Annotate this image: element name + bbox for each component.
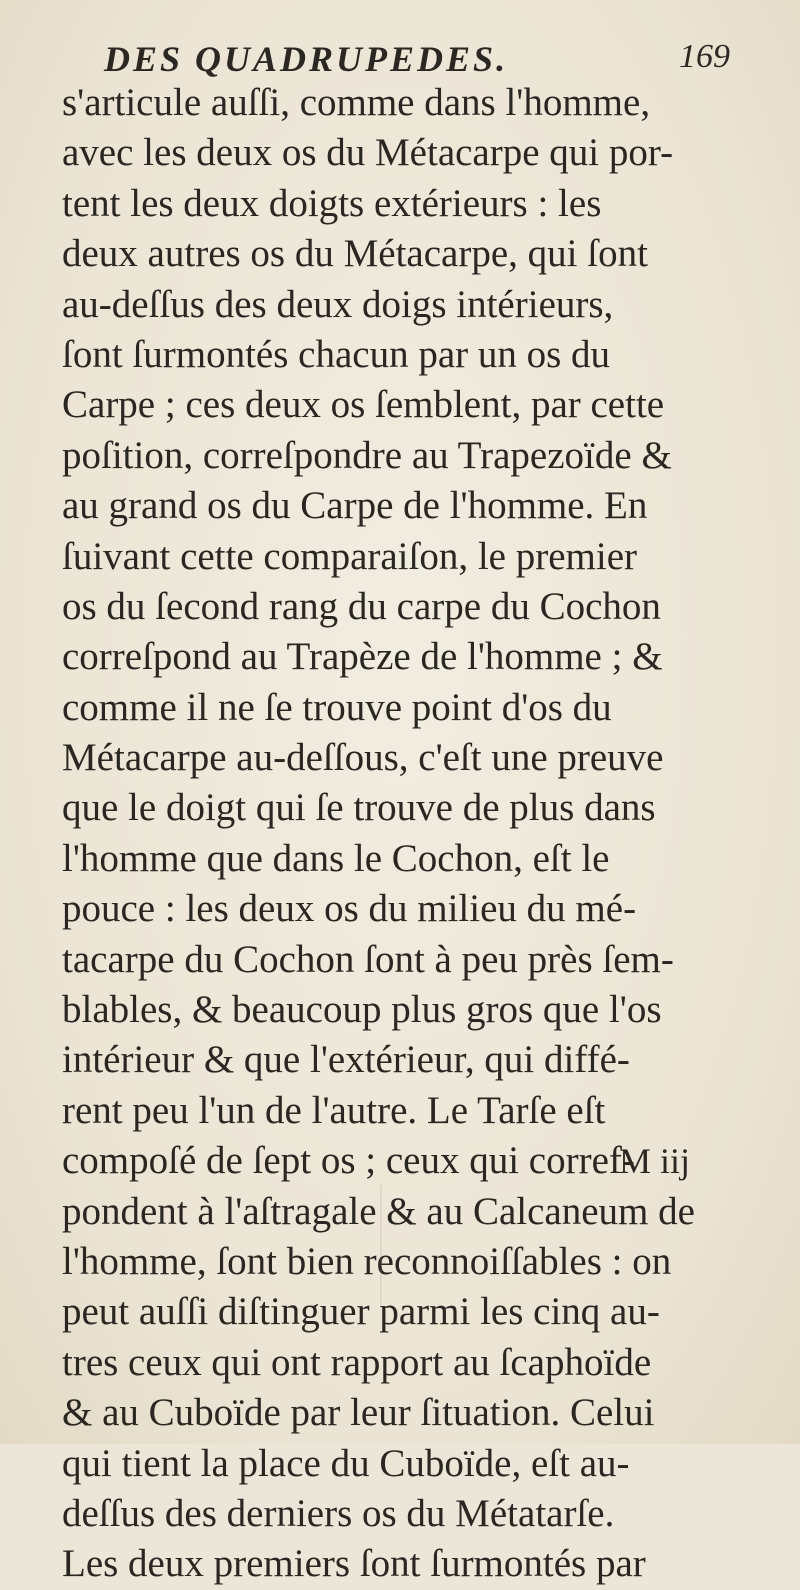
- page-number: 169: [679, 38, 730, 75]
- text-line: au-deſſus des deux doigs intérieurs,: [62, 282, 614, 326]
- text-line: pondent à l'aſtragale & au Calcaneum de: [62, 1189, 695, 1233]
- text-line: rent peu l'un de l'autre. Le Tarſe eſt: [62, 1088, 606, 1132]
- text-line: deux autres os du Métacarpe, qui ſont: [62, 232, 648, 276]
- text-line: tres ceux qui ont rapport au ſcaphoïde: [62, 1340, 652, 1384]
- body-text: [62, 78, 752, 1590]
- text-line: poſition, correſpondre au Trapezoïde &: [62, 433, 672, 477]
- text-line: ſuivant cette comparaiſon, le premier: [62, 534, 638, 578]
- text-line: & au Cuboïde par leur ſituation. Celui: [62, 1391, 655, 1435]
- text-line: tent les deux doigts extérieurs : les: [62, 181, 602, 225]
- text-line: Les deux premiers ſont ſurmontés par: [62, 1542, 646, 1586]
- text-line: ſont ſurmontés chacun par un os du: [62, 332, 611, 376]
- text-line: os du ſecond rang du carpe du Cochon: [62, 584, 661, 628]
- text-line: l'homme, ſont bien reconnoiſſables : on: [62, 1239, 672, 1283]
- running-title: DES QUADRUPEDES.: [104, 39, 509, 79]
- text-line: Métacarpe au-deſſous, c'eſt une preuve: [62, 736, 664, 780]
- text-line: pouce : les deux os du milieu du mé-: [62, 887, 637, 931]
- text-line: intérieur & que l'extérieur, qui diffé-: [62, 1038, 630, 1082]
- text-line: avec les deux os du Métacarpe qui por-: [62, 131, 674, 175]
- signature-mark: M iij: [618, 1141, 690, 1181]
- text-line: que le doigt qui ſe trouve de plus dans: [62, 786, 656, 830]
- paper-mark: [380, 1185, 382, 1305]
- text-line: tacarpe du Cochon ſont à peu près ſem-: [62, 937, 674, 981]
- text-line: peut auſſi diſtinguer parmi les cinq au-: [62, 1290, 660, 1334]
- text-line: qui tient la place du Cuboïde, eſt au-: [62, 1441, 630, 1485]
- text-line: compoſé de ſept os ; ceux qui corref-: [62, 1139, 635, 1183]
- text-line: blables, & beaucoup plus gros que l'os: [62, 988, 662, 1032]
- text-line: deſſus des derniers os du Métatarſe.: [62, 1491, 615, 1535]
- text-line: comme il ne ſe trouve point d'os du: [62, 685, 612, 729]
- text-line: s'articule auſſi, comme dans l'homme,: [62, 81, 651, 124]
- text-line: au grand os du Carpe de l'homme. En: [62, 484, 648, 528]
- text-line: correſpond au Trapèze de l'homme ; &: [62, 635, 663, 679]
- text-line: Carpe ; ces deux os ſemblent, par cette: [62, 383, 665, 427]
- text-line: l'homme que dans le Cochon, eſt le: [62, 836, 610, 880]
